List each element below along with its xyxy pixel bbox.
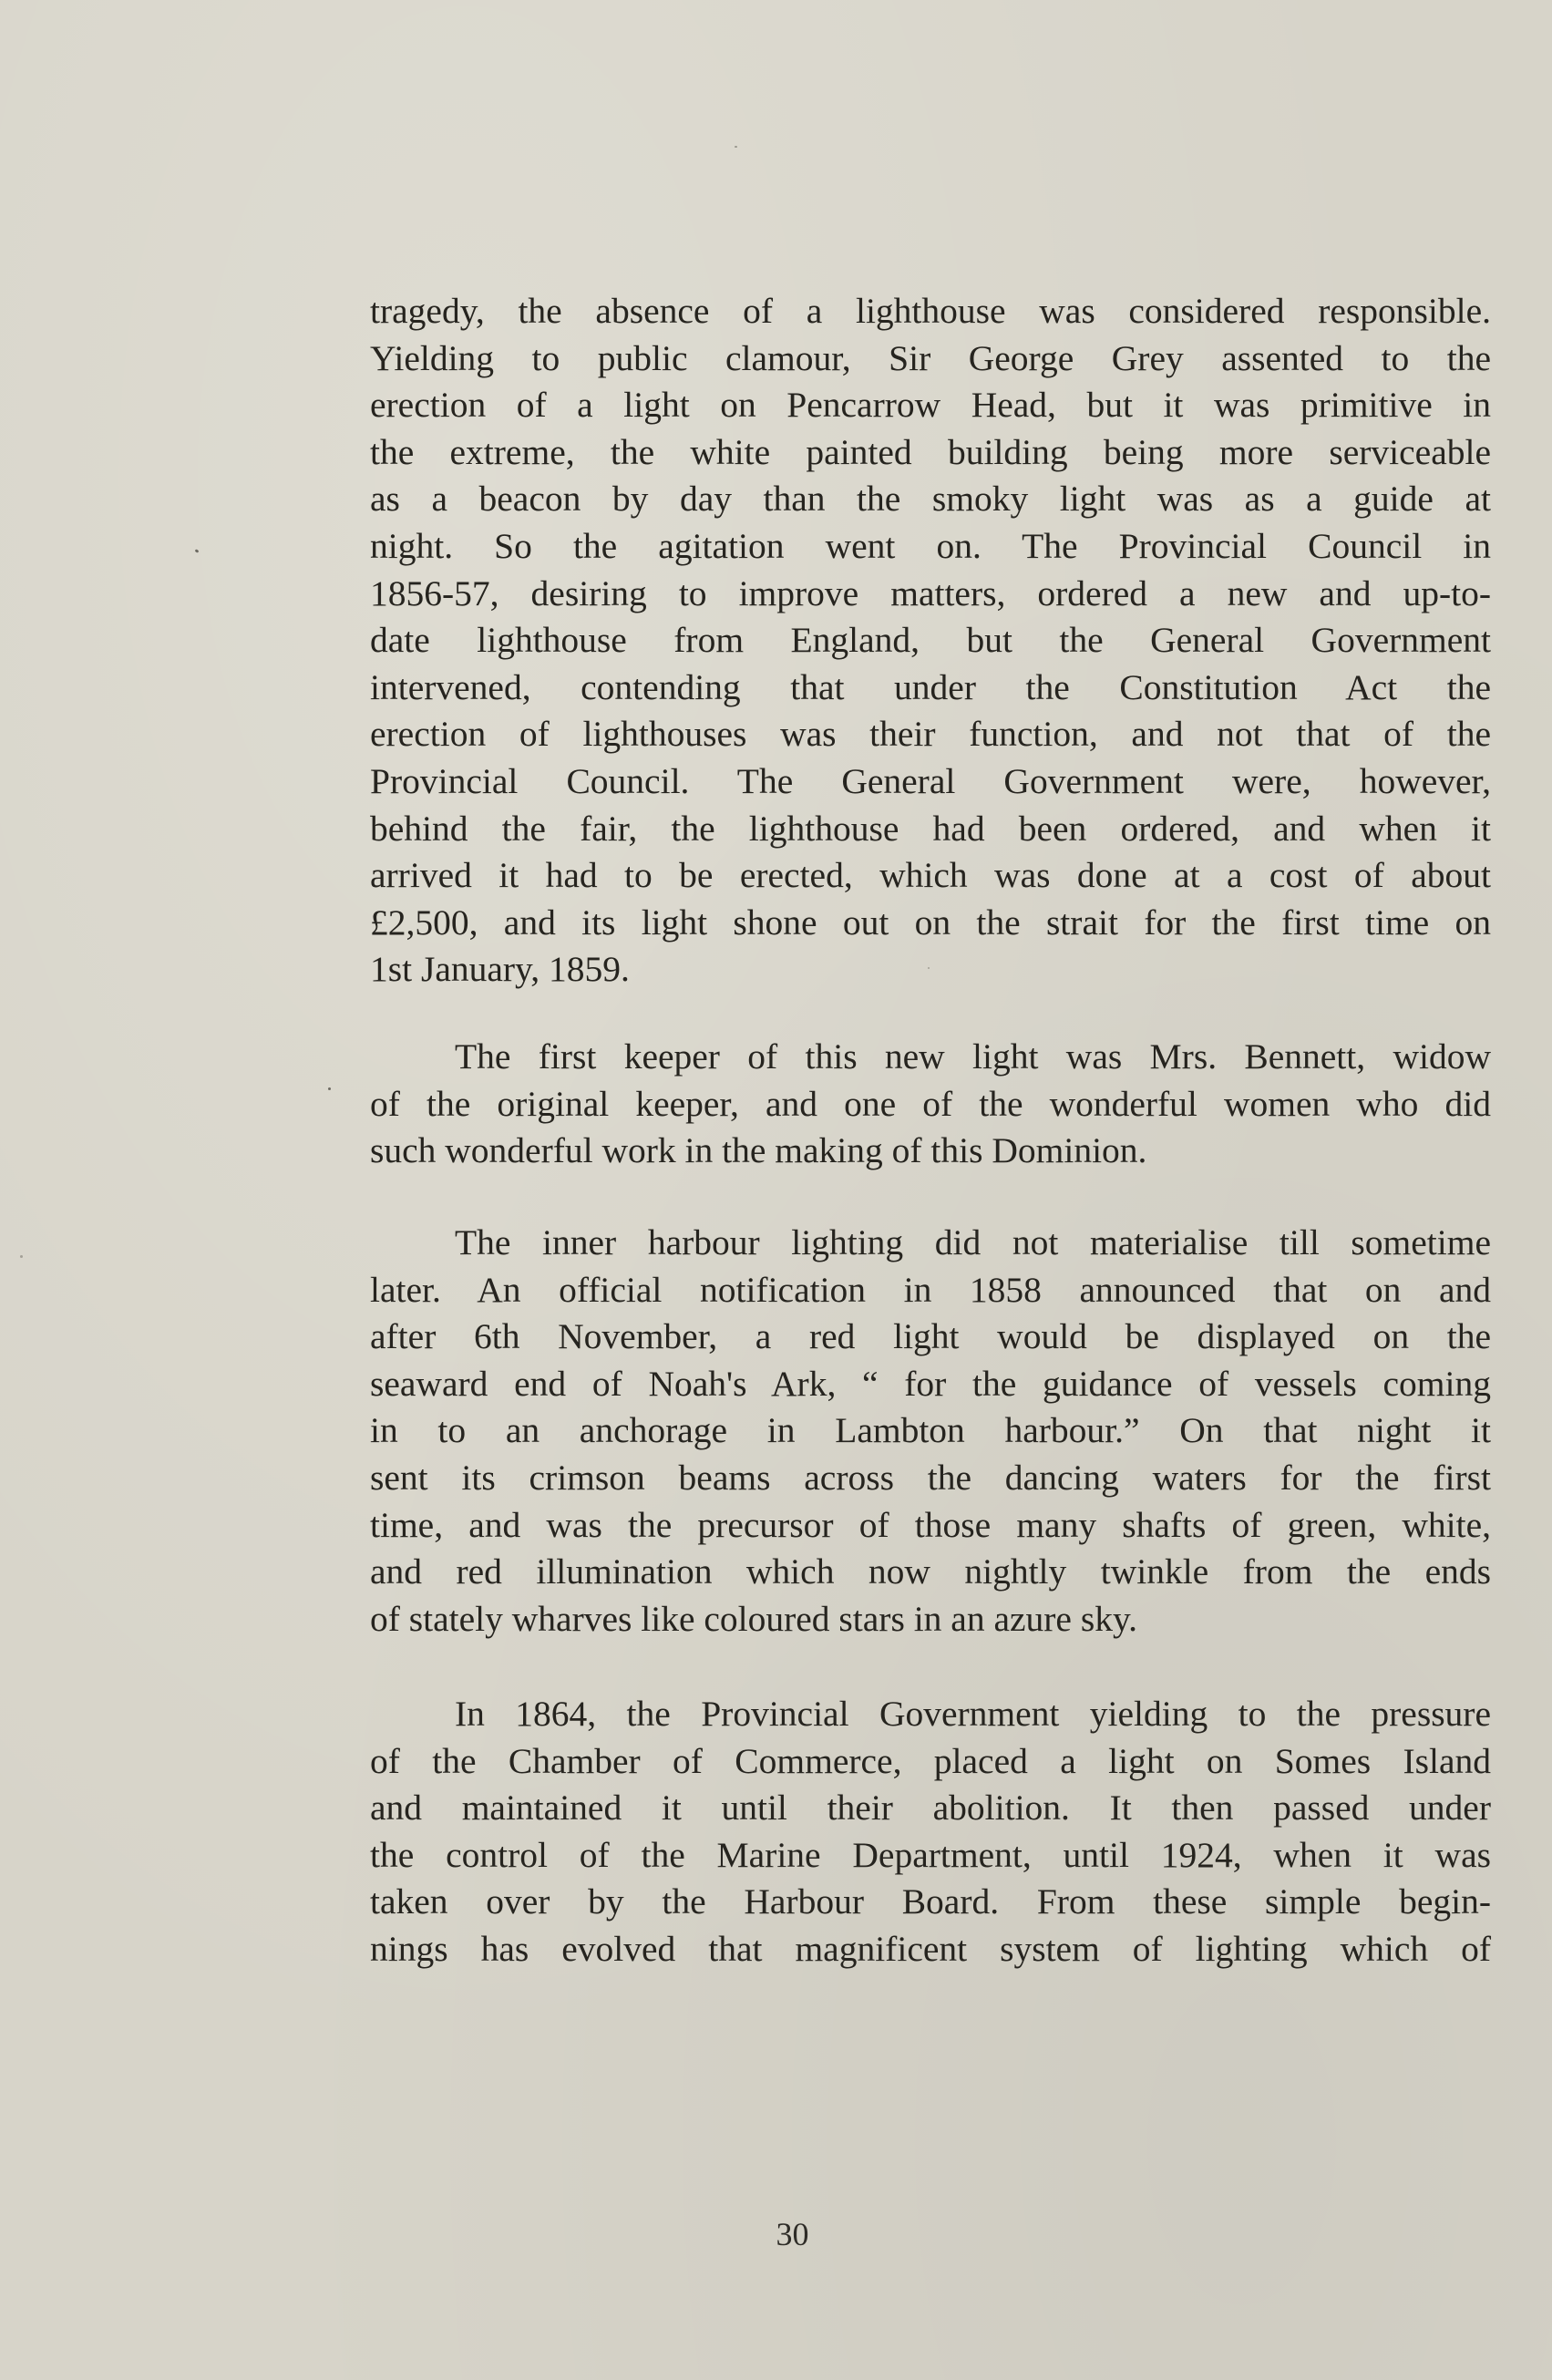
text-line: erection of lighthouses was their function, and not that of the [370,714,1491,755]
text-line: sent its crimson beams across the dancing waters for the first [370,1457,1491,1498]
text-line: in to an anchorage in Lambton harbour.” On that night it [370,1410,1491,1451]
text-line: the control of the Marine Department, until 1924, when it was [370,1834,1491,1875]
text-line: date lighthouse from England, but the General Government [370,620,1491,661]
text-line: and maintained it until their abolition. It then passed under [370,1788,1491,1829]
text-line: seaward end of Noah's Ark, “ for the guidance of vessels coming [370,1363,1491,1404]
text-line: taken over by the Harbour Board. From these simple begin- [370,1881,1491,1922]
text-line: tragedy, the absence of a lighthouse was considered responsible. [370,291,1491,331]
paper-speck [928,967,930,969]
text-line: intervened, contending that under the Constitution Act the [370,666,1491,707]
text-line: The inner harbour lighting did not materialise till sometime [455,1222,1491,1262]
text-line: time, and was the precursor of those many shafts of green, white, [370,1504,1491,1545]
text-line: such wonderful work in the making of this Dominion. [370,1130,1147,1171]
paper-speck [20,1255,23,1258]
text-line: 1st January, 1859. [370,949,630,990]
text-line: of the Chamber of Commerce, placed a light on Somes Island [370,1740,1491,1781]
text-line: later. An official notification in 1858 announced that on and [370,1269,1491,1310]
text-line: as a beacon by day than the smoky light was as a guide at [370,479,1491,520]
text-line: Yielding to public clamour, Sir George Grey assented to the [370,337,1491,378]
paragraph-inner-harbour [370,1220,1491,1643]
text-line: 1856-57, desiring to improve matters, ordered a new and up-to- [370,572,1491,613]
text-line: nings has evolved that magnificent system of lighting which of [370,1928,1491,1969]
paper-speck [735,146,737,148]
page-number: 30 [776,2216,809,2252]
text-line: of stately wharves like coloured stars in an azure sky. [370,1598,1138,1639]
paper-speck [328,1087,331,1090]
paragraph-somes-island [370,1691,1491,1973]
text-line: arrived it had to be erected, which was done at a cost of about [370,855,1491,896]
text-line: night. So the agitation went on. The Provincial Council in [370,525,1491,566]
text-line: behind the fair, the lighthouse had been ordered, and when it [370,808,1491,849]
text-line: and red illumination which now nightly twinkle from the ends [370,1551,1491,1592]
text-line: the extreme, the white painted building being more serviceable [370,431,1491,472]
text-line: Provincial Council. The General Government were, however, [370,760,1491,801]
text-line: erection of a light on Pencarrow Head, but it was primitive in [370,385,1491,426]
paper-speck [195,549,200,553]
text-line: The first keeper of this new light was Mrs. Bennett, widow [455,1036,1491,1077]
paragraph-first-keeper [370,1034,1491,1175]
text-line: after 6th November, a red light would be displayed on the [370,1316,1491,1357]
text-line: £2,500, and its light shone out on the strait for the first time on [370,902,1491,943]
text-line: In 1864, the Provincial Government yielding to the pressure [455,1694,1491,1734]
paragraph-lighthouse-history [370,288,1491,994]
text-line: of the original keeper, and one of the wonderful women who did [370,1083,1491,1124]
